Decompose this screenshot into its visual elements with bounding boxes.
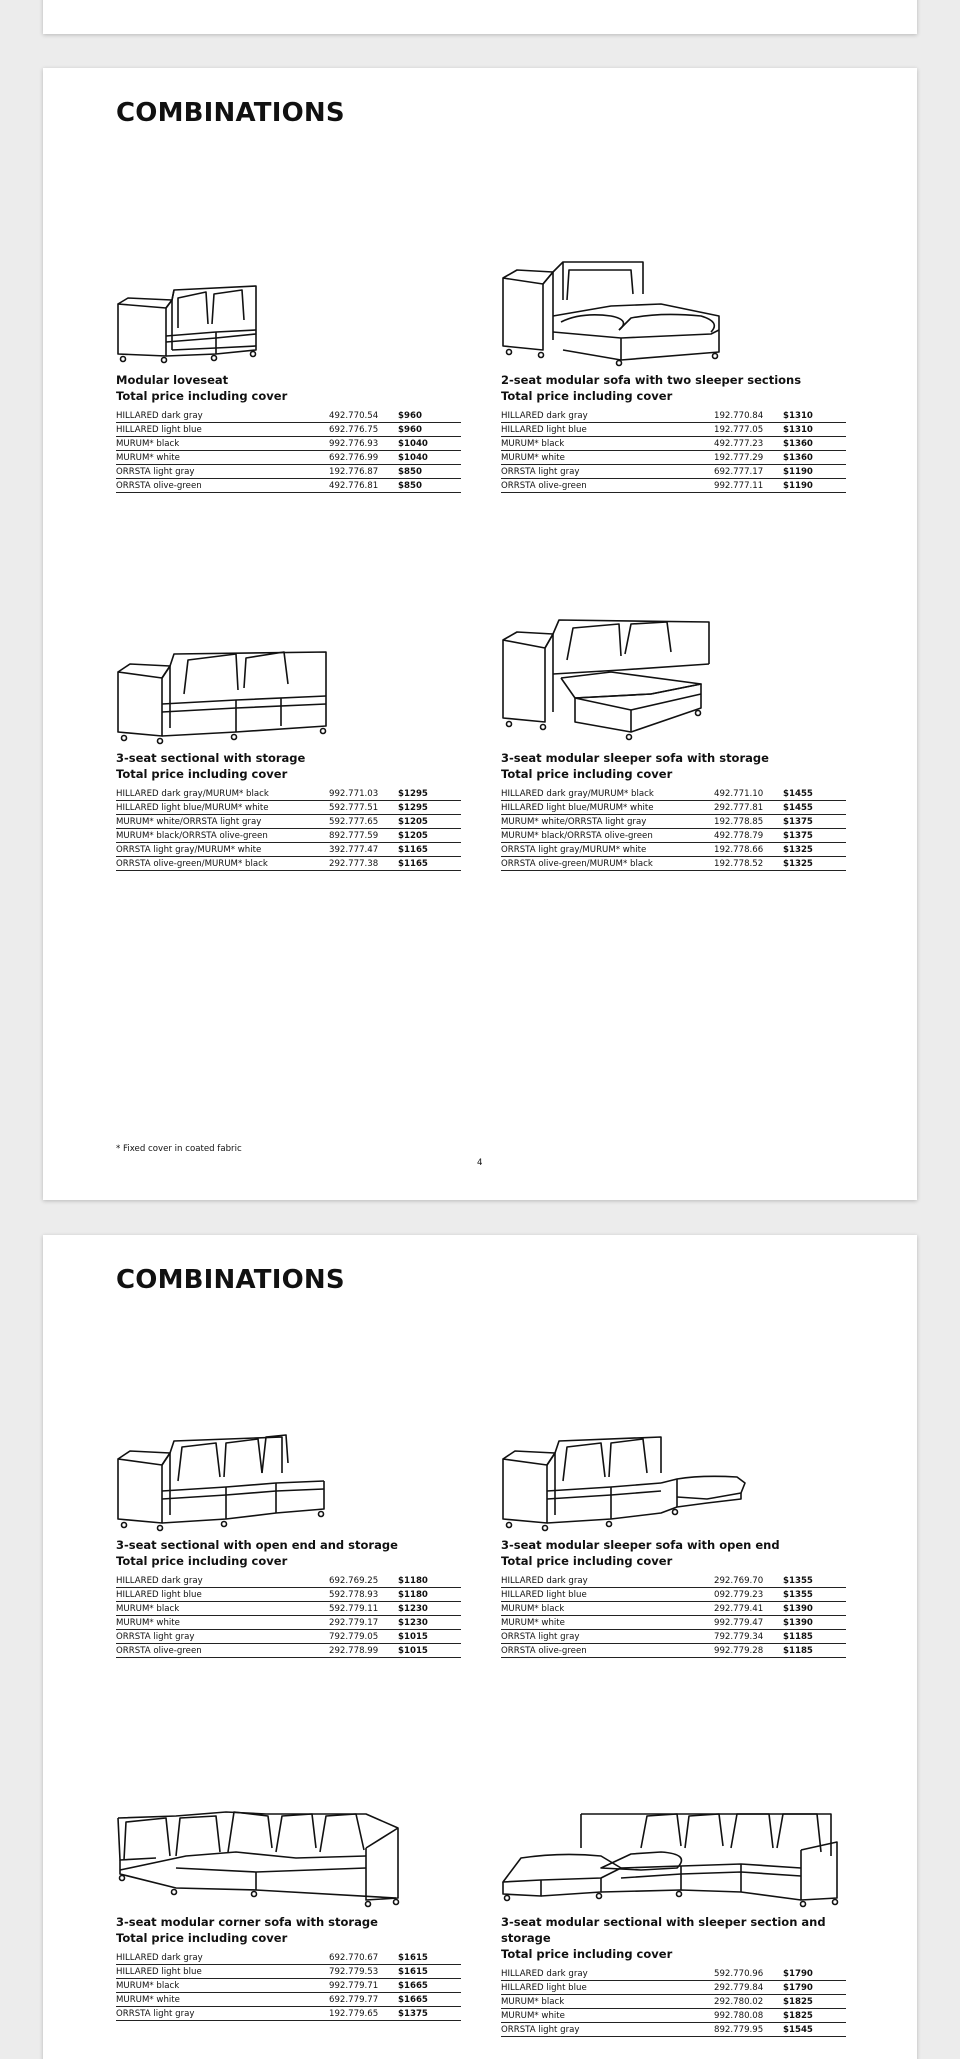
table-row [501,842,846,856]
table-row [116,800,461,814]
three-seat-sofa-illustration [116,646,330,744]
price: $1825 [783,1994,846,2008]
corner-sleeper-illustration [501,1808,851,1908]
article-number: 192.776.87 [329,464,398,478]
product-subtitle: Total price including cover [501,1947,673,1961]
price: $1205 [398,814,461,828]
table-row [116,1601,461,1615]
article-number: 292.777.81 [714,800,783,814]
product-modular-loveseat [116,276,461,493]
table-row [116,1964,461,1978]
table-row [501,1587,846,1601]
price: $1375 [783,828,846,842]
article-number: 892.777.59 [329,828,398,842]
cover-name: HILLARED light blue [501,422,714,436]
cover-name: HILLARED light blue [116,1587,329,1601]
three-seat-sleeper-illustration [501,614,715,744]
table-row [116,2006,461,2020]
table-row [116,408,461,422]
table-row [116,1643,461,1657]
catalog-page-5 [43,1235,917,2059]
cover-name: ORRSTA light gray [501,1629,714,1643]
cover-name: MURUM* black [501,1994,714,2008]
article-number: 192.777.29 [714,450,783,464]
page-number: 4 [477,1158,483,1168]
cover-name: MURUM* white [501,1615,714,1629]
product-3-seat-open-end [116,1433,461,1658]
product-3-seat-corner-sofa [116,1808,461,2021]
price: $1665 [398,1978,461,1992]
cover-name: MURUM* black [116,1601,329,1615]
article-number: 492.771.10 [714,786,783,800]
table-row [501,1615,846,1629]
product-3-seat-sleeper-open-end [501,1433,846,1658]
open-end-sofa-illustration [116,1433,330,1531]
table-row [501,1994,846,2008]
product-subtitle: Total price including cover [116,389,288,403]
table-row [116,436,461,450]
price: $960 [398,422,461,436]
article-number: 292.777.38 [329,856,398,870]
cover-name: ORRSTA light gray [501,464,714,478]
price: $1180 [398,1573,461,1587]
product-3-seat-sectional-sleeper [501,1808,846,2037]
article-number: 192.779.65 [329,2006,398,2020]
price: $1545 [783,2022,846,2036]
cover-name: HILLARED dark gray/MURUM* black [116,786,329,800]
cover-name: MURUM* white [116,1992,329,2006]
price: $1360 [783,450,846,464]
price: $960 [398,408,461,422]
table-row [501,478,846,492]
price: $1790 [783,1980,846,1994]
table-row [116,1978,461,1992]
article-number: 992.780.08 [714,2008,783,2022]
article-number: 292.779.84 [714,1980,783,1994]
cover-name: MURUM* black/ORRSTA olive-green [116,828,329,842]
cover-name: MURUM* white [116,1615,329,1629]
table-row [501,2022,846,2036]
table-row [116,478,461,492]
price: $1455 [783,786,846,800]
product-name: 2-seat modular sofa with two sleeper sections [501,373,802,387]
table-row [501,1629,846,1643]
product-3-seat-sectional [116,646,461,871]
table-row [501,1980,846,1994]
previous-page [43,0,917,34]
article-number: 692.769.25 [329,1573,398,1587]
product-name: 3-seat modular sectional with sleeper section and storage [501,1915,826,1945]
price: $1165 [398,856,461,870]
article-number: 192.778.85 [714,814,783,828]
cover-name: HILLARED dark gray [501,1573,714,1587]
price: $1355 [783,1587,846,1601]
cover-name: ORRSTA olive-green [116,1643,329,1657]
price: $1190 [783,464,846,478]
table-row [116,1587,461,1601]
price: $1325 [783,856,846,870]
page-title: COMBINATIONS [116,1265,345,1295]
table-row [116,828,461,842]
table-row [501,422,846,436]
article-number: 292.780.02 [714,1994,783,2008]
table-row [116,814,461,828]
article-number: 992.779.71 [329,1978,398,1992]
product-subtitle: Total price including cover [116,1554,288,1568]
cover-name: ORRSTA olive-green/MURUM* black [501,856,714,870]
price: $1375 [398,2006,461,2020]
table-row [116,1573,461,1587]
price: $1165 [398,842,461,856]
product-name: 3-seat modular sleeper sofa with open end [501,1538,780,1552]
loveseat-illustration [116,276,266,366]
article-number: 592.777.65 [329,814,398,828]
table-row [501,436,846,450]
article-number: 192.770.84 [714,408,783,422]
price: $1390 [783,1615,846,1629]
cover-name: HILLARED dark gray [116,1950,329,1964]
price: $1310 [783,408,846,422]
price: $1230 [398,1601,461,1615]
cover-name: MURUM* black [501,1601,714,1615]
cover-name: ORRSTA light gray/MURUM* white [501,842,714,856]
product-subtitle: Total price including cover [501,767,673,781]
table-row [501,1643,846,1657]
article-number: 492.776.81 [329,478,398,492]
open-end-sleeper-illustration [501,1433,751,1531]
product-subtitle: Total price including cover [501,389,673,403]
product-subtitle: Total price including cover [116,767,288,781]
price: $1190 [783,478,846,492]
article-number: 692.770.67 [329,1950,398,1964]
product-3-seat-sleeper-storage [501,614,846,871]
table-row [501,1573,846,1587]
article-number: 192.778.52 [714,856,783,870]
table-row [501,408,846,422]
cover-name: ORRSTA olive-green [501,478,714,492]
article-number: 792.779.53 [329,1964,398,1978]
cover-name: ORRSTA light gray/MURUM* white [116,842,329,856]
price: $1230 [398,1615,461,1629]
cover-name: ORRSTA olive-green/MURUM* black [116,856,329,870]
price-table [116,786,461,871]
price: $1790 [783,1966,846,1980]
footnote: * Fixed cover in coated fabric [116,1144,242,1154]
price-table [501,786,846,871]
price: $1615 [398,1964,461,1978]
article-number: 992.779.28 [714,1643,783,1657]
cover-name: MURUM* black [116,436,329,450]
price: $1355 [783,1573,846,1587]
price: $1015 [398,1629,461,1643]
price: $1040 [398,436,461,450]
article-number: 492.778.79 [714,828,783,842]
cover-name: HILLARED dark gray [116,408,329,422]
table-row [116,786,461,800]
table-row [116,856,461,870]
cover-name: MURUM* black [116,1978,329,1992]
product-name: 3-seat sectional with open end and storage [116,1538,398,1552]
price-table [501,408,846,493]
cover-name: HILLARED light blue [116,422,329,436]
table-row [501,1966,846,1980]
price: $1360 [783,436,846,450]
product-2-seat-sleeper-sofa [501,260,846,493]
article-number: 692.776.99 [329,450,398,464]
price-table [116,1573,461,1658]
price: $1825 [783,2008,846,2022]
cover-name: HILLARED light blue/MURUM* white [116,800,329,814]
catalog-page-4 [43,68,917,1200]
product-name: Modular loveseat [116,373,229,387]
article-number: 992.776.93 [329,436,398,450]
cover-name: HILLARED light blue [116,1964,329,1978]
table-row [116,1992,461,2006]
table-row [501,1601,846,1615]
cover-name: MURUM* white [501,2008,714,2022]
article-number: 492.777.23 [714,436,783,450]
price: $1455 [783,800,846,814]
price: $1295 [398,800,461,814]
price: $850 [398,464,461,478]
cover-name: ORRSTA light gray [116,2006,329,2020]
article-number: 492.770.54 [329,408,398,422]
cover-name: MURUM* white/ORRSTA light gray [116,814,329,828]
price: $1180 [398,1587,461,1601]
cover-name: ORRSTA olive-green [116,478,329,492]
price: $1665 [398,1992,461,2006]
table-row [501,464,846,478]
product-name: 3-seat modular sleeper sofa with storage [501,751,769,765]
article-number: 092.779.23 [714,1587,783,1601]
cover-name: HILLARED dark gray [501,1966,714,1980]
table-row [501,800,846,814]
sleeper-sofa-illustration [501,260,731,366]
price: $1310 [783,422,846,436]
article-number: 992.771.03 [329,786,398,800]
product-name: 3-seat sectional with storage [116,751,306,765]
cover-name: MURUM* black/ORRSTA olive-green [501,828,714,842]
price: $1325 [783,842,846,856]
price: $1185 [783,1629,846,1643]
article-number: 692.777.17 [714,464,783,478]
article-number: 292.778.99 [329,1643,398,1657]
page-title: COMBINATIONS [116,98,345,128]
price: $1015 [398,1643,461,1657]
price: $850 [398,478,461,492]
article-number: 592.778.93 [329,1587,398,1601]
table-row [116,842,461,856]
cover-name: MURUM* white [501,450,714,464]
cover-name: HILLARED dark gray [501,408,714,422]
table-row [116,450,461,464]
product-subtitle: Total price including cover [116,1931,288,1945]
price-table [501,1966,846,2037]
table-row [116,1615,461,1629]
cover-name: HILLARED light blue [501,1980,714,1994]
table-row [116,1629,461,1643]
article-number: 592.779.11 [329,1601,398,1615]
table-row [501,450,846,464]
price-table [116,408,461,493]
cover-name: ORRSTA light gray [501,2022,714,2036]
table-row [116,464,461,478]
article-number: 192.777.05 [714,422,783,436]
price: $1390 [783,1601,846,1615]
table-row [116,422,461,436]
table-row [501,828,846,842]
product-name: 3-seat modular corner sofa with storage [116,1915,378,1929]
cover-name: MURUM* white [116,450,329,464]
article-number: 792.779.34 [714,1629,783,1643]
cover-name: HILLARED light blue [501,1587,714,1601]
product-subtitle: Total price including cover [501,1554,673,1568]
price: $1375 [783,814,846,828]
article-number: 992.777.11 [714,478,783,492]
cover-name: ORRSTA light gray [116,464,329,478]
cover-name: HILLARED light blue/MURUM* white [501,800,714,814]
table-row [501,2008,846,2022]
cover-name: ORRSTA light gray [116,1629,329,1643]
table-row [501,814,846,828]
cover-name: MURUM* white/ORRSTA light gray [501,814,714,828]
price: $1615 [398,1950,461,1964]
article-number: 992.779.47 [714,1615,783,1629]
price-table [501,1573,846,1658]
price-table [116,1950,461,2021]
price: $1295 [398,786,461,800]
article-number: 192.778.66 [714,842,783,856]
article-number: 292.769.70 [714,1573,783,1587]
price: $1205 [398,828,461,842]
article-number: 292.779.41 [714,1601,783,1615]
article-number: 592.770.96 [714,1966,783,1980]
article-number: 292.779.17 [329,1615,398,1629]
table-row [116,1950,461,1964]
table-row [501,856,846,870]
article-number: 692.776.75 [329,422,398,436]
table-row [501,786,846,800]
cover-name: MURUM* black [501,436,714,450]
article-number: 592.777.51 [329,800,398,814]
article-number: 792.779.05 [329,1629,398,1643]
price: $1185 [783,1643,846,1657]
price: $1040 [398,450,461,464]
article-number: 892.779.95 [714,2022,783,2036]
cover-name: ORRSTA olive-green [501,1643,714,1657]
article-number: 692.779.77 [329,1992,398,2006]
cover-name: HILLARED dark gray [116,1573,329,1587]
corner-sofa-illustration [116,1808,406,1908]
cover-name: HILLARED dark gray/MURUM* black [501,786,714,800]
article-number: 392.777.47 [329,842,398,856]
